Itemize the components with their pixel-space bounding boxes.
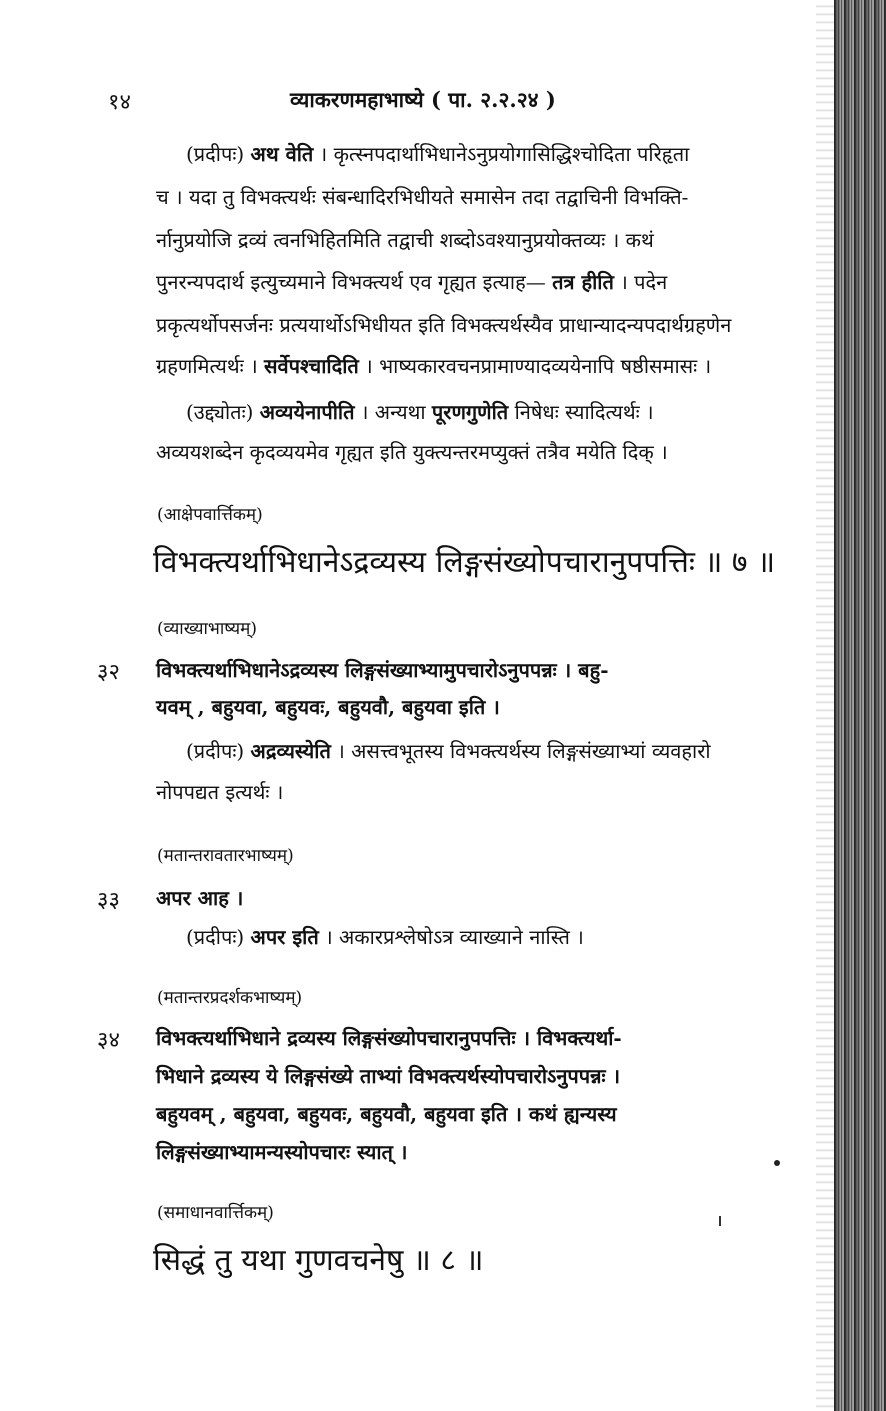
paragraph-number: ३३ [97, 888, 120, 913]
bhashya-line: भिधाने द्रव्यस्य ये लिङ्गसंख्ये ताभ्यां विभक्त्यर्थस्योपचारोऽनुपपन्नः । [156, 1064, 621, 1088]
running-title: व्याकरणमहाभाष्ये ( पा. २.२.२४ ) [290, 87, 556, 112]
scan-edge [834, 0, 886, 1411]
paragraph-number: ३२ [97, 660, 120, 685]
page-edge-shadow [816, 0, 834, 1411]
text-line: प्रकृत्यर्थोपसर्जनः प्रत्ययार्थोऽभिधीयत इति विभक्त्यर्थस्यैव प्राधान्यादन्यपदार्थग्रहणेन [156, 313, 732, 337]
bhashya-line: अपर आह । [156, 886, 244, 910]
text-line: च । यदा तु विभक्त्यर्थः संबन्धादिरभिधीयते समासेन तदा तद्वाचिनी विभक्ति- [156, 185, 689, 209]
bhashya-line: विभक्त्यर्थाभिधाने द्रव्यस्य लिङ्गसंख्योपचारानुपपत्तिः । विभक्त्यर्था- [156, 1026, 622, 1050]
bhashya-line: बहुयवम् , बहुयवा, बहुयवः, बहुयवौ, बहुयवा इति । कथं ह्यन्यस्य [156, 1102, 617, 1126]
paragraph-number: ३४ [97, 1028, 120, 1053]
bhashya-line: लिङ्गसंख्याभ्यामन्यस्योपचारः स्यात् । [156, 1140, 408, 1164]
bhashya-line: यवम् , बहुयवा, बहुयवः, बहुयवौ, बहुयवा इति । [156, 695, 500, 719]
section-label: (व्याख्याभाष्यम्) [157, 619, 257, 639]
text-line: (प्रदीपः) अथ वेति । कृत्स्नपदार्थाभिधानेऽनुप्रयोगासिद्धिश्चोदिता परिहृता [186, 142, 690, 166]
text-line: ग्रहणमित्यर्थः । सर्वेपश्चादिति । भाष्यकारवचनप्रामाण्यादव्ययेनापि षष्ठीसमासः । [156, 354, 712, 378]
text-line: नोपपद्यत इत्यर्थः । [156, 780, 284, 804]
text-line: पुनरन्यपदार्थ इत्युच्यमाने विभक्त्यर्थ एव गृह्यत इत्याह— तत्र हीति । पदेन [156, 270, 668, 294]
sutra-heading: सिद्धं तु यथा गुणवचनेषु ॥ ८ ॥ [153, 1243, 484, 1278]
section-label: (मतान्तरप्रदर्शकभाष्यम्) [157, 988, 303, 1008]
page-number: १४ [108, 90, 131, 115]
section-label: (मतान्तरावतारभाष्यम्) [157, 846, 294, 866]
section-label: (समाधानवार्त्तिकम्) [157, 1203, 274, 1223]
bhashya-line: विभक्त्यर्थाभिधानेऽद्रव्यस्य लिङ्गसंख्याभ्यामुपचारोऽनुपपन्नः । बहु- [156, 658, 609, 682]
text-line: (उद्द्योतः) अव्ययेनापीति । अन्यथा पूरणगुणेति निषेधः स्यादित्यर्थः । [186, 400, 654, 424]
text-line: अव्ययशब्देन कृदव्ययमेव गृह्यत इति युक्त्यन्तरमप्युक्तं तत्रैव मयेति दिक् । [156, 440, 668, 464]
section-label: (आक्षेपवार्त्तिकम्) [157, 505, 263, 525]
ink-speck [774, 1160, 780, 1166]
text-line: (प्रदीपः) अद्रव्यस्येति । असत्त्वभूतस्य विभक्त्यर्थस्य लिङ्गसंख्याभ्यां व्यवहारो [186, 739, 711, 763]
text-line: (प्रदीपः) अपर इति । अकारप्रश्लेषोऽत्र व्याख्याने नास्ति । [186, 925, 584, 949]
sutra-heading: विभक्त्यर्थाभिधानेऽद्रव्यस्य लिङ्गसंख्योपचारानुपपत्तिः ॥ ७ ॥ [153, 545, 776, 580]
ink-speck [719, 1216, 721, 1226]
text-line: र्नानुप्रयोजि द्रव्यं त्वनभिहितमिति तद्वाची शब्दोऽवश्यानुप्रयोक्तव्यः । कथं [156, 228, 654, 252]
